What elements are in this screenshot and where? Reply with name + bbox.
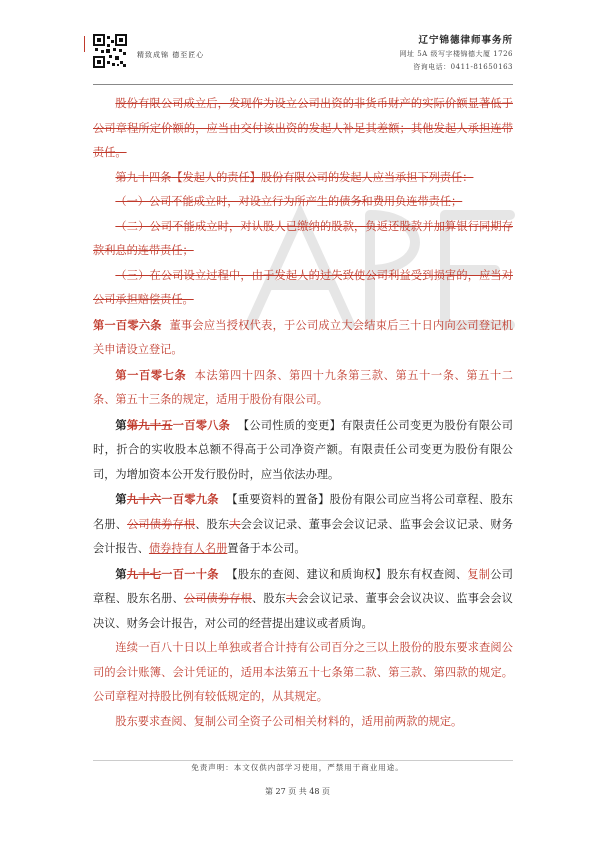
disclaimer: 免责声明：本文仅供内部学习使用，严禁用于商业用途。 (191, 763, 404, 772)
inserted-text: 本法第四十四条、第四十九条第三款、第五十一条、第五十二条、第五十三条的规定，适用于股份有限公司。 (93, 368, 513, 406)
deleted-text: （二）公司不能成立时，对认股人已缴纳的股款，负返还股款并加算银行同期存款利息的连带责任； (93, 219, 513, 257)
firm-info (400, 32, 514, 72)
paragraph (93, 166, 513, 191)
deleted-text: （一）公司不能成立时，对设立行为所产生的债务和费用负连带责任； (115, 195, 463, 208)
qr-code-icon (93, 34, 127, 68)
firm-phone: 咨询电话：0411-81650163 (413, 63, 513, 71)
firm-name: 辽宁锦德律师事务所 (418, 35, 513, 46)
article-text: 股东有权查阅、 (387, 567, 468, 581)
deleted-article-number: 第九十四条 (115, 170, 172, 184)
paragraph (93, 487, 513, 562)
paragraph (93, 215, 513, 264)
paragraph (93, 313, 513, 363)
deleted-article-number: 九十七 (126, 566, 162, 581)
inserted-article-number: 一百零八条 (172, 417, 231, 432)
firm-address: 网址 5A 级写字楼锦德大厦 1726 (399, 50, 513, 58)
article-text: 置备于本公司。 (227, 542, 306, 555)
inserted-text: 股东要求查阅、复制公司全资子公司相关材料的，适用前两款的规定。 (115, 714, 463, 728)
inserted-text: 董事会应当授权代表，于公司成立大会结束后三十日内向公司登记机关申请设立登记。 (93, 318, 513, 356)
paragraph (93, 710, 513, 735)
inserted-article-number: 第一百零六条 (93, 317, 162, 332)
firm-slogan: 精致成锦 德至匠心 (137, 51, 205, 59)
inserted-text: 复制 (467, 567, 491, 581)
article-text: 、股东 (195, 517, 230, 531)
page-number: 第 27 页 共 48 页 (264, 787, 331, 796)
header-divider (93, 84, 513, 85)
paragraph (93, 92, 513, 166)
article-text: 会会议记录、董事会会议决议、监事会会议决议、财务会计报告，对公司的经营提出建议或者质询。 (93, 592, 513, 630)
article-text: 、股东 (251, 592, 287, 605)
document-body (93, 92, 513, 734)
footer-divider (93, 760, 513, 761)
inserted-article-number: 第一百零七条 (115, 367, 187, 382)
deleted-text: （三）在公司设立过程中，由于发起人的过失致使公司利益受到损害的，应当对公司承担赔偿责任。 (93, 268, 513, 306)
deleted-text: 公司债券存根 (127, 517, 196, 531)
article-text: 股份有限公司应当将公司章程、股东名册、 (93, 493, 513, 531)
deleted-article-number: 第九十五 (126, 417, 173, 432)
article-title: 【重要资料的置备】 (226, 493, 330, 506)
paragraph (93, 562, 513, 637)
paragraph (93, 363, 513, 413)
article-text: 会会议记录、董事会会议记录、监事会会议记录、财务会计报告、 (93, 517, 513, 555)
deleted-text: 大 (229, 517, 241, 531)
article-title: 【股东的查阅、建议和质询权】 (226, 567, 387, 581)
deleted-text: 公司债券存根 (183, 592, 252, 605)
paragraph (93, 264, 513, 313)
paragraph (93, 636, 513, 710)
article-text: 有限责任公司变更为股份有限公司时，折合的实收股本总额不得高于公司净资产额。有限责任公司变更为股份有限公司，为增加资本公开发行股份时，应当依法办理。 (93, 418, 513, 481)
deleted-text: 股份有限公司成立后，发现作为设立公司出资的非货币财产的实际价额显著低于公司章程所定价额的，应当由交付该出资的发起人补足其差额；其他发起人承担连带责任。 (93, 97, 513, 159)
article-prefix: 第 (115, 492, 127, 506)
inserted-text: 连续一百八十日以上单独或者合计持有公司百分之三以上股份的股东要求查阅公司的会计账簿、会计凭证的，适用本法第五十七条第二款、第三款、第四款的规定。公司章程对持股比例有较低规定的，从其规定。 (93, 641, 513, 703)
article-prefix: 第 (115, 566, 127, 581)
deleted-text: 【发起人的责任】股份有限公司的发起人应当承担下列责任： (171, 170, 474, 184)
article-title: 【公司性质的变更】 (237, 418, 342, 432)
inserted-article-number: 一百一十条 (161, 566, 219, 581)
deleted-article-number: 九十六 (126, 492, 162, 506)
inserted-article-number: 一百零九条 (161, 492, 219, 506)
deleted-text: 大 (286, 592, 298, 605)
revision-margin-mark (84, 36, 85, 52)
paragraph (93, 413, 513, 488)
article-prefix: 第 (115, 417, 127, 432)
paragraph (93, 190, 513, 215)
inserted-text: 债券持有人名册 (148, 542, 228, 555)
article-text: 公司章程、股东名册、 (93, 567, 513, 605)
letterhead (93, 30, 513, 86)
